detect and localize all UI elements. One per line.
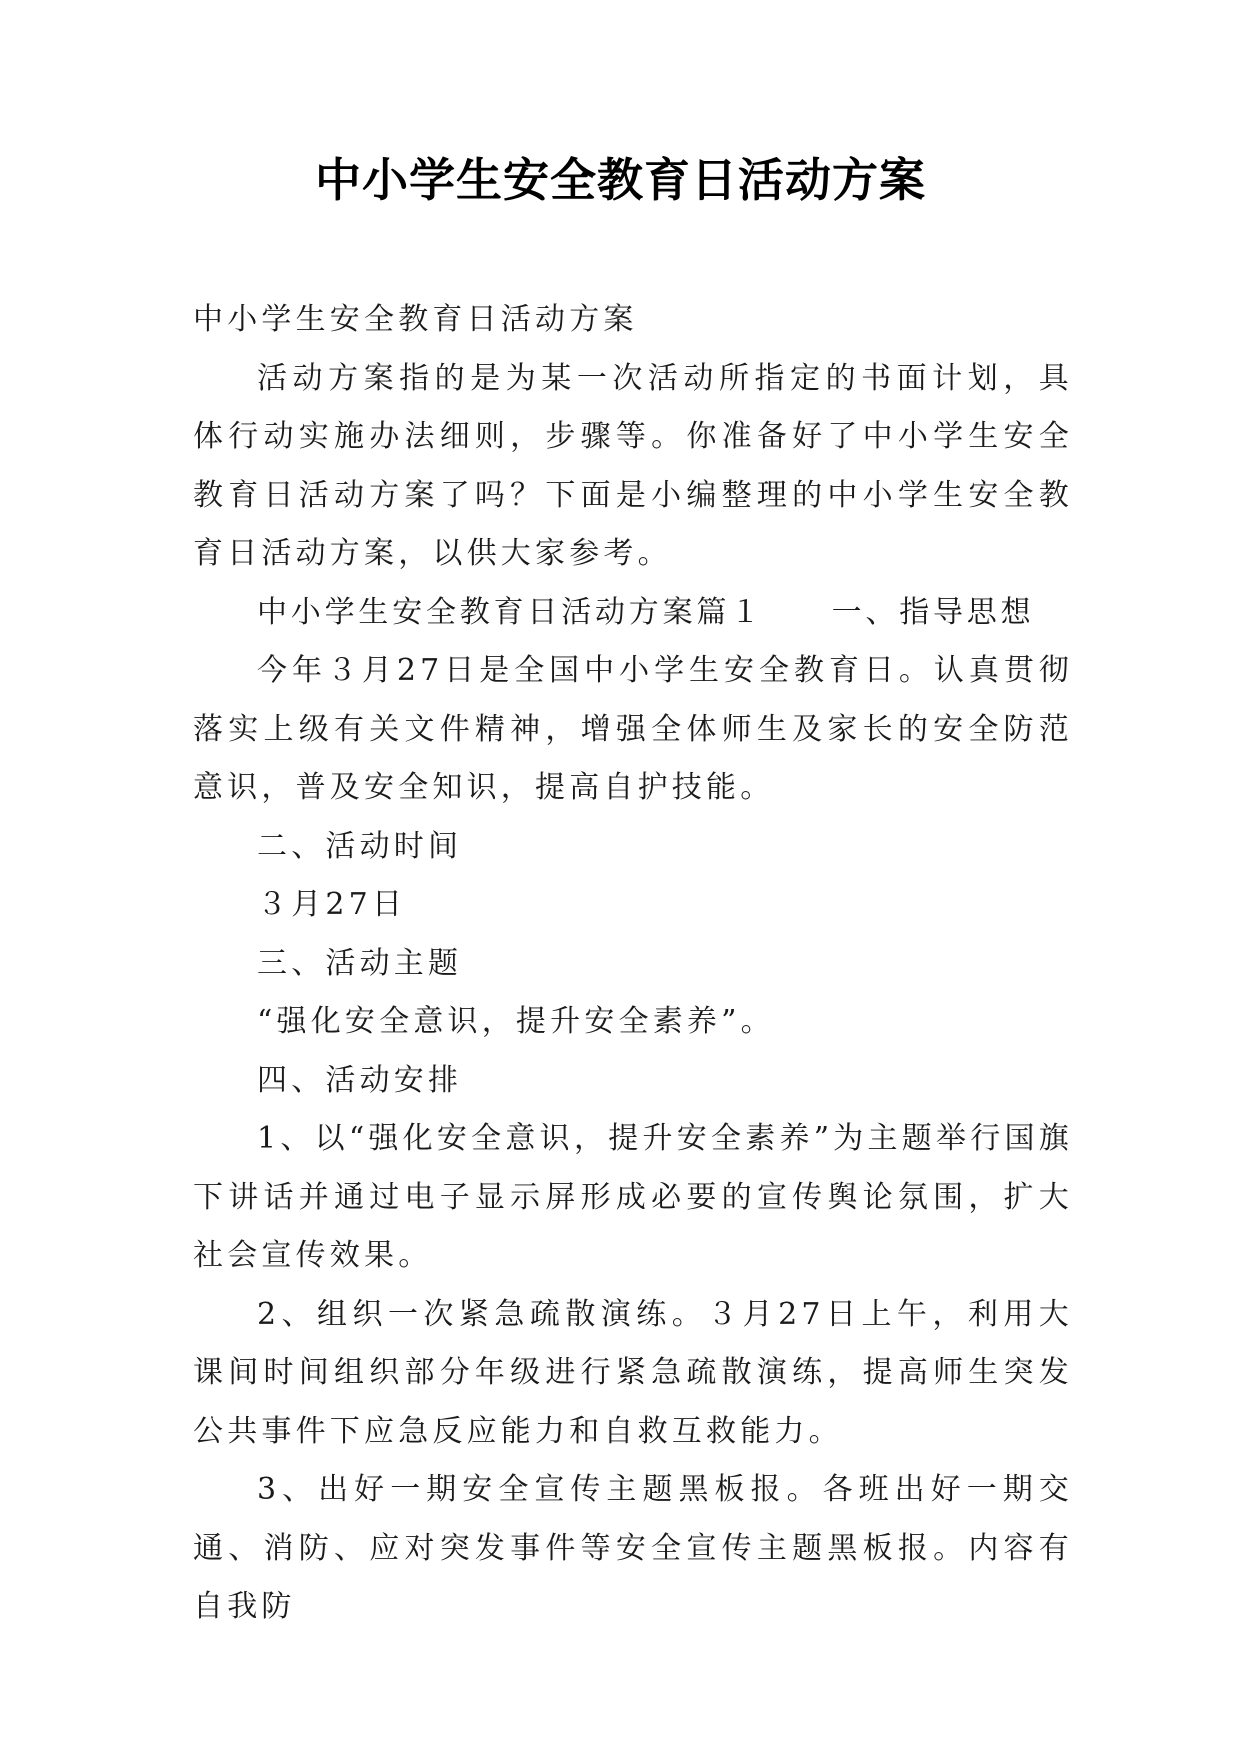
paragraph-intro: 活动方案指的是为某一次活动所指定的书面计划，具体行动实施办法细则，步骤等。你准备好了中小学生安全教育日活动方案了吗？下面是小编整理的中小学生安全教育日活动方案，以供大家参考。 bbox=[193, 360, 1073, 571]
paragraph-theme-heading: 三、活动主题 bbox=[257, 945, 463, 981]
paragraph-time-heading: 二、活动时间 bbox=[257, 828, 463, 864]
paragraph-arrangement-3: 3、出好一期安全宣传主题黑板报。各班出好一期交通、消防、应对突发事件等安全宣传主题黑板报。内容有自我防 bbox=[193, 1472, 1073, 1624]
paragraph-arrangement-2: 2、组织一次紧急疏散演练。３月27日上午，利用大课间时间组织部分年级进行紧急疏散演练，提高师生突发公共事件下应急反应能力和自救互救能力。 bbox=[193, 1296, 1073, 1449]
document-title: 中小学生安全教育日活动方案 bbox=[315, 153, 926, 207]
paragraph-time-value: ３月27日 bbox=[257, 887, 407, 922]
paragraph-arrangement-1: 1、以“强化安全意识，提升安全素养”为主题举行国旗下讲话并通过电子显示屏形成必要的宣传舆论氛围，扩大社会宣传效果。 bbox=[193, 1121, 1073, 1273]
paragraph-theme-value: “强化安全意识，提升安全素养”。 bbox=[257, 1004, 775, 1039]
paragraph-arrangement-heading: 四、活动安排 bbox=[257, 1062, 463, 1098]
paragraph-heading: 中小学生安全教育日活动方案 bbox=[193, 302, 638, 337]
document-body bbox=[193, 291, 1073, 1637]
paragraph-section-title: 中小学生安全教育日活动方案篇１ 一、指导思想 bbox=[257, 594, 1035, 630]
paragraph-guiding-idea: 今年３月27日是全国中小学生安全教育日。认真贯彻落实上级有关文件精神，增强全体师生及家长的安全防范意识，普及安全知识，提高自护技能。 bbox=[193, 653, 1073, 805]
